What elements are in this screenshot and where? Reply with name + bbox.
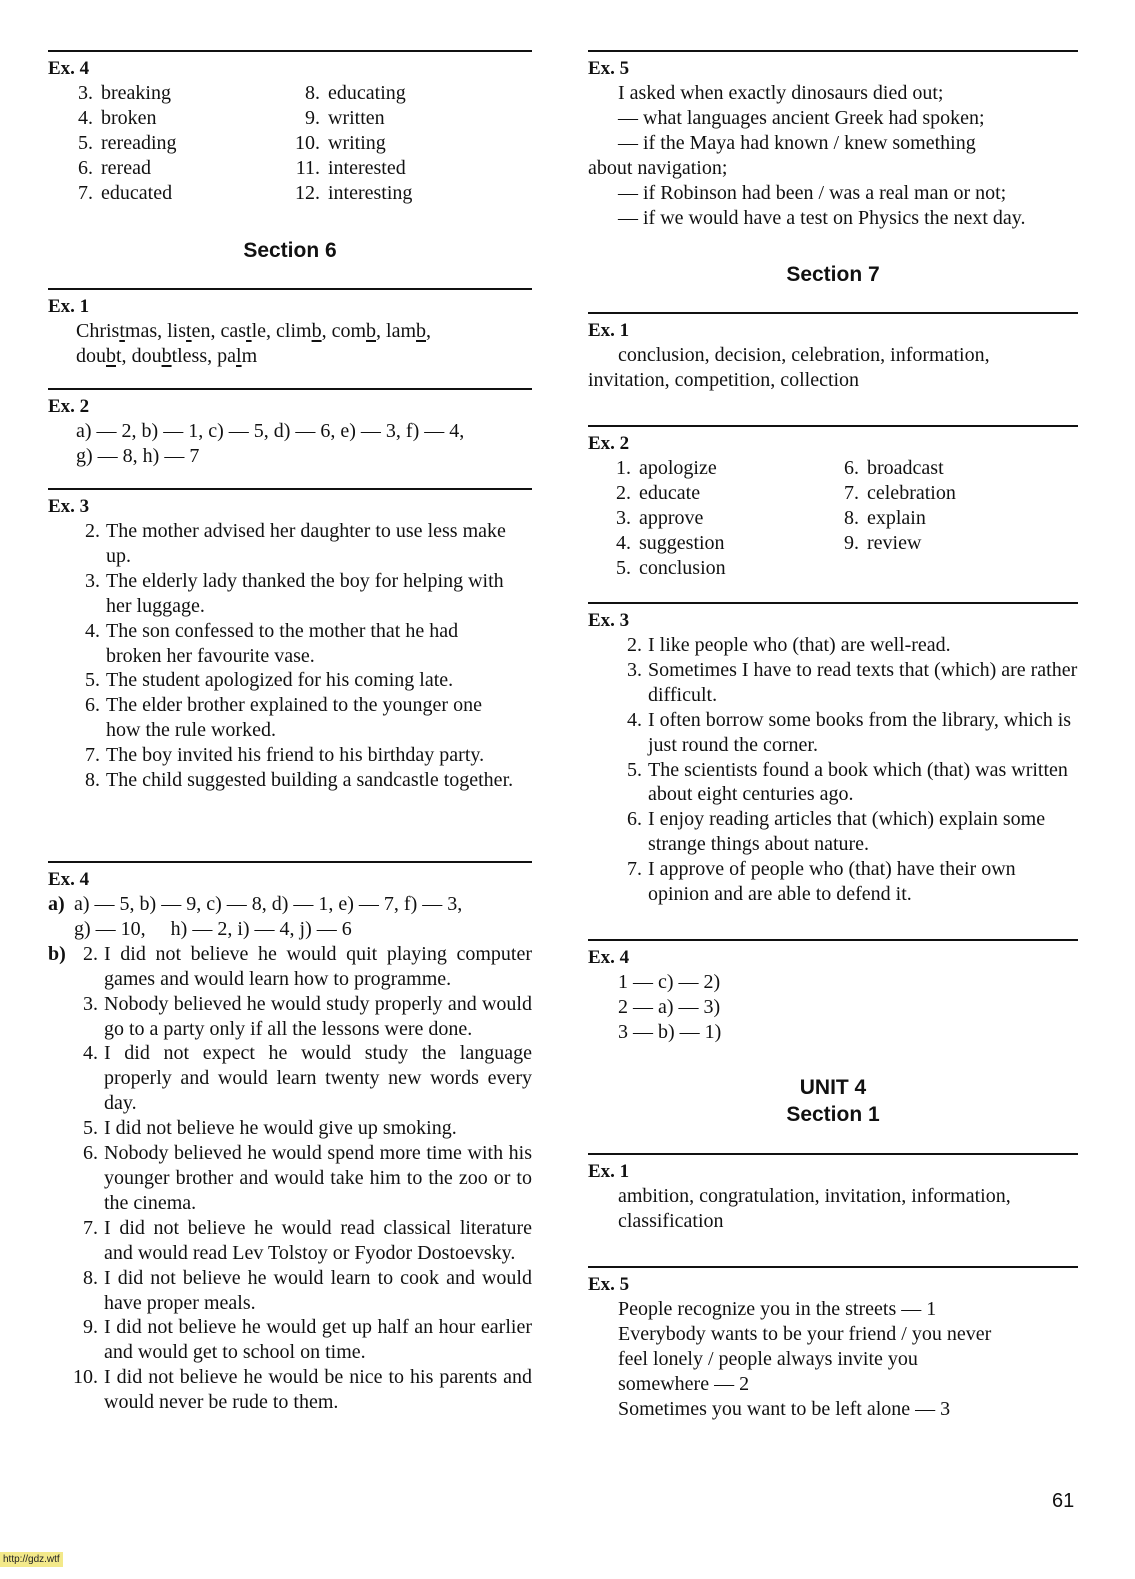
item-text: review — [867, 531, 922, 554]
section-7-exercise-1 — [588, 312, 1078, 393]
word-part: lam — [386, 320, 417, 342]
exercise-title: Ex. 5 — [588, 58, 630, 79]
list-item — [49, 942, 532, 992]
item-number: 10. — [73, 1366, 98, 1389]
answer-line: a) — 2, b) — 1, c) — 5, d) — 6, e) — 3, f) — 4, — [76, 420, 465, 442]
part-a — [48, 892, 532, 942]
list-item — [49, 1266, 532, 1316]
unit-4-heading — [588, 1074, 1078, 1128]
item-text: I did not believe he would give up smoking. — [104, 1117, 457, 1140]
list-item — [832, 531, 956, 556]
item-number: 6. — [627, 808, 642, 831]
list-item — [72, 693, 518, 743]
list-item — [614, 633, 1078, 658]
item-number: 8. — [85, 769, 100, 792]
list-item — [72, 743, 518, 768]
silent-letter: b — [311, 320, 322, 342]
item-number: 11. — [295, 156, 320, 179]
section-7-exercise-4 — [588, 939, 1078, 1045]
word — [276, 320, 332, 342]
item-text: I did not expect he would study the language properly and would learn twenty new words every day. — [104, 1042, 532, 1115]
item-text: I did not believe he would get up half an hour earlier and would get to school on time. — [104, 1316, 532, 1364]
answer-line: 1 — c) — 2) — [618, 971, 721, 993]
word-part: cas — [220, 320, 247, 342]
list-item — [614, 708, 1078, 758]
list-item — [72, 569, 518, 619]
item-number: 8. — [305, 82, 320, 104]
item-number: 2. — [85, 520, 100, 542]
item-text: The son confessed to the mother that he had broken her favourite vase. — [106, 619, 459, 667]
item-number: 9. — [83, 1316, 98, 1339]
part-b — [48, 942, 532, 1415]
item-text: I did not believe he would learn to cook and would have proper meals. — [104, 1266, 532, 1314]
section-6-exercise-4 — [48, 861, 532, 1415]
word — [332, 320, 386, 342]
part-a-body — [74, 892, 532, 942]
list-item — [48, 131, 275, 156]
answer-line: I asked when exactly dinosaurs died out; — [618, 82, 944, 104]
item-number: 6. — [78, 156, 93, 179]
item-text: breaking — [101, 82, 171, 104]
answer-line: People recognize you in the streets — 1 — [618, 1298, 937, 1320]
section-title: Section 1 — [786, 1103, 880, 1126]
item-text: The scientists found a book which (that) was written about eight centuries ago. — [648, 758, 1068, 806]
item-number: 7. — [83, 1216, 98, 1239]
item-text: educated — [101, 181, 173, 204]
answer-line: — what languages ancient Greek had spoken; — [618, 106, 985, 129]
list-item — [48, 156, 275, 181]
page-number: 61 — [1052, 1490, 1075, 1512]
item-text: broken — [101, 106, 157, 129]
item-text: The mother advised her daughter to use less make up. — [106, 520, 506, 567]
divider — [588, 425, 1078, 427]
item-number: 9. — [844, 531, 859, 554]
item-number: 5. — [616, 556, 631, 579]
list-item — [588, 531, 832, 556]
list-item — [49, 1041, 532, 1116]
part-label: a) — [48, 893, 65, 915]
answer-line: Sometimes you want to be left alone — 3 — [618, 1397, 951, 1420]
item-number: 4. — [85, 619, 100, 642]
exercise-title: Ex. 4 — [48, 58, 90, 79]
item-number: 9. — [305, 106, 320, 129]
list-item — [72, 519, 518, 569]
item-number: 3. — [627, 658, 642, 681]
list-item — [48, 181, 275, 206]
word-part: lis — [167, 320, 187, 342]
item-text: broadcast — [867, 457, 944, 479]
item-text: I did not believe he would read classical literature and would read Lev Tolstoy or Fyodor Dostoevsky. — [104, 1216, 532, 1264]
word-columns — [48, 81, 532, 206]
item-number: 3. — [78, 82, 93, 104]
item-text: The boy invited his friend to his birthday party. — [106, 744, 485, 767]
word-part: clim — [276, 320, 312, 342]
answer-line: — if we would have a test on Physics the next day. — [618, 206, 1026, 229]
item-text: suggestion — [639, 531, 725, 554]
section-7-heading — [588, 261, 1078, 288]
list-item — [72, 668, 518, 693]
silent-letter: t — [186, 320, 192, 342]
answer-line: — if Robinson had been / was a real man or not; — [618, 181, 1007, 204]
word — [220, 320, 276, 342]
unit-4-exercise-1 — [588, 1153, 1078, 1234]
part-label: b) — [48, 942, 66, 965]
item-number: 1. — [616, 457, 631, 479]
item-text: writing — [328, 131, 386, 154]
item-number: 8. — [844, 506, 859, 529]
item-number: 5. — [78, 131, 93, 154]
word — [167, 320, 220, 342]
silent-letter: b — [161, 344, 172, 367]
word — [217, 345, 257, 367]
list-item — [832, 456, 956, 481]
answer-line: a) — 5, b) — 9, c) — 8, d) — 1, e) — 7, f) — 3, — [74, 893, 463, 915]
watermark-link[interactable]: http://gdz.wtf — [0, 1552, 63, 1567]
word-part: m — [241, 344, 258, 367]
exercise-title: Ex. 4 — [48, 869, 90, 890]
answer-list — [48, 519, 532, 793]
item-number: 10. — [295, 131, 320, 154]
item-number: 5. — [83, 1117, 98, 1140]
exercise-title: Ex. 2 — [48, 396, 90, 417]
exercise-title: Ex. 5 — [588, 1274, 630, 1295]
list-item — [49, 1141, 532, 1216]
word-columns — [588, 456, 1078, 581]
exercise-5-top — [588, 50, 1078, 230]
item-text: Nobody believed he would study properly and would go to a party only if all the lessons were done. — [104, 992, 532, 1040]
exercise-title: Ex. 1 — [588, 320, 630, 341]
exercise-title: Ex. 4 — [588, 947, 630, 968]
list-item — [614, 658, 1078, 708]
item-number: 4. — [627, 708, 642, 731]
item-number: 7. — [844, 481, 859, 504]
word-part: en, — [191, 320, 221, 342]
exercise-title: Ex. 2 — [588, 433, 630, 454]
list-item — [275, 106, 412, 131]
item-number: 8. — [83, 1266, 98, 1289]
item-text: I did not believe he would quit playing computer games and would learn how to programme. — [104, 942, 532, 990]
exercise-title: Ex. 1 — [48, 296, 90, 317]
item-number: 3. — [85, 569, 100, 592]
item-number: 4. — [78, 106, 93, 129]
item-text: written — [328, 106, 385, 129]
item-text: Nobody believed he would spend more time with his younger brother and would take him to the zoo or to the cinema. — [104, 1142, 532, 1214]
item-text: celebration — [867, 481, 956, 504]
list-item — [49, 992, 532, 1042]
item-number: 7. — [627, 858, 642, 881]
item-text: I often borrow some books from the library, which is just round the corner. — [648, 708, 1072, 756]
item-number: 2. — [616, 481, 631, 504]
word-column-1 — [48, 81, 275, 206]
answer-line: somewhere — 2 — [618, 1372, 750, 1395]
word-part: dou — [131, 344, 162, 367]
item-text: reread — [101, 156, 151, 179]
answer-line: ambition, congratulation, invitation, information, — [618, 1185, 1011, 1207]
item-number: 5. — [627, 758, 642, 781]
word-part: pa — [217, 344, 237, 367]
item-text: interesting — [328, 181, 413, 204]
exercise-title: Ex. 3 — [48, 496, 90, 517]
answer-line: Everybody wants to be your friend / you never — [618, 1322, 992, 1345]
item-text: educating — [328, 82, 406, 104]
section-title: Section 6 — [243, 239, 337, 262]
list-item — [832, 506, 956, 531]
item-text: approve — [639, 506, 704, 529]
silent-letter: b — [366, 320, 377, 342]
divider — [588, 312, 1078, 314]
section-6-exercise-3 — [48, 488, 532, 793]
answer-line: about navigation; — [588, 156, 728, 179]
item-number: 5. — [85, 669, 100, 692]
item-number: 7. — [78, 181, 93, 204]
answer-line: g) — 8, h) — 7 — [76, 444, 200, 467]
list-item — [275, 131, 412, 156]
list-item — [49, 1116, 532, 1141]
divider — [588, 1153, 1078, 1155]
word-part: tless, — [171, 344, 218, 367]
unit-title: UNIT 4 — [799, 1076, 867, 1099]
word-part: dou — [76, 344, 106, 367]
list-item — [275, 156, 412, 181]
item-text: I like people who (that) are well-read. — [648, 634, 951, 656]
answer-line: invitation, competition, collection — [588, 368, 860, 391]
item-number: 7. — [85, 744, 100, 767]
list-item — [275, 181, 412, 206]
list-item — [614, 857, 1078, 907]
divider — [48, 388, 532, 390]
item-number: 2. — [627, 634, 642, 656]
item-text: I approve of people who (that) have their own opinion and are able to defend it. — [648, 858, 1016, 906]
word-part: mas, — [124, 320, 168, 342]
divider — [48, 50, 532, 52]
section-6-heading — [48, 237, 532, 264]
answer-line: classification — [618, 1209, 724, 1232]
item-text: The elderly lady thanked the boy for helping with her luggage. — [106, 569, 504, 617]
answer-line: feel lonely / people always invite you — [618, 1347, 918, 1370]
divider — [48, 488, 532, 490]
silent-letter: b — [416, 320, 427, 342]
list-item — [588, 456, 832, 481]
silent-letter: l — [236, 344, 242, 367]
item-text: rereading — [101, 131, 177, 154]
word-column-2 — [832, 456, 956, 581]
exercise-title: Ex. 3 — [588, 610, 630, 631]
word-part: com — [331, 320, 367, 342]
divider — [588, 602, 1078, 604]
item-number: 4. — [83, 1042, 98, 1065]
divider — [588, 939, 1078, 941]
word-part: , — [426, 320, 432, 342]
answer-line: conclusion, decision, celebration, information, — [618, 344, 990, 366]
list-item — [614, 807, 1078, 857]
word-column-1 — [588, 456, 832, 581]
item-number: 6. — [844, 457, 859, 479]
word-part: Chris — [76, 320, 120, 342]
section-6-exercise-2 — [48, 388, 532, 469]
section-6-exercise-1 — [48, 288, 532, 369]
item-number: 12. — [295, 181, 320, 204]
item-text: I enjoy reading articles that (which) explain some strange things about nature. — [648, 808, 1046, 856]
list-item — [48, 81, 275, 106]
item-text: apologize — [639, 457, 717, 479]
list-item — [588, 556, 832, 581]
part-b-body — [49, 942, 532, 1415]
word — [132, 345, 218, 367]
answer-line: 2 — a) — 3) — [618, 995, 721, 1018]
list-item — [588, 481, 832, 506]
answer-line: — if the Maya had known / knew something — [618, 131, 976, 154]
item-text: educate — [639, 481, 701, 504]
word — [76, 320, 167, 342]
silent-letter: t — [246, 320, 252, 342]
divider — [48, 288, 532, 290]
list-item — [72, 619, 518, 669]
item-text: Sometimes I have to read texts that (which) are rather difficult. — [648, 658, 1078, 706]
list-item — [614, 758, 1078, 808]
word — [76, 345, 132, 367]
item-number: 4. — [616, 531, 631, 554]
item-text: explain — [867, 506, 926, 529]
section-7-exercise-2 — [588, 425, 1078, 581]
list-item — [832, 481, 956, 506]
list-item — [49, 1365, 532, 1415]
silent-letter: b — [106, 344, 116, 367]
list-item — [49, 1216, 532, 1266]
silent-letter: t — [119, 320, 125, 342]
item-number: 6. — [83, 1142, 98, 1165]
item-text: interested — [328, 156, 406, 179]
divider — [588, 1266, 1078, 1268]
item-number: 6. — [85, 694, 100, 717]
section-7-exercise-3 — [588, 602, 1078, 907]
word-part: , — [321, 320, 332, 342]
divider — [48, 861, 532, 863]
list-item — [48, 106, 275, 131]
word-part: , — [376, 320, 387, 342]
divider — [588, 50, 1078, 52]
item-number: 3. — [83, 992, 98, 1015]
item-number: 2. — [83, 942, 98, 965]
exercise-4-top — [48, 50, 532, 206]
list-item — [588, 506, 832, 531]
item-text: The elder brother explained to the younger one how the rule worked. — [106, 694, 482, 742]
unit-4-exercise-5 — [588, 1266, 1078, 1422]
item-text: The student apologized for his coming late. — [106, 669, 454, 692]
word-part: t, — [116, 344, 132, 367]
item-text: The child suggested building a sandcastle together. — [106, 769, 514, 792]
answer-list — [588, 633, 1078, 907]
item-text: conclusion — [639, 556, 726, 579]
item-number: 3. — [616, 506, 631, 529]
exercise-title: Ex. 1 — [588, 1161, 630, 1182]
word-part: le, — [251, 320, 277, 342]
silent-letters-words — [48, 319, 532, 369]
answer-line: g) — 10, h) — 2, i) — 4, j) — 6 — [74, 917, 352, 940]
list-item — [72, 768, 518, 793]
list-item — [49, 1315, 532, 1365]
item-text: I did not believe he would be nice to his parents and would never be rude to them. — [104, 1366, 532, 1414]
section-title: Section 7 — [786, 263, 880, 286]
list-item — [275, 81, 412, 106]
word — [386, 320, 431, 342]
word-column-2 — [275, 81, 412, 206]
answer-line: 3 — b) — 1) — [618, 1020, 722, 1043]
